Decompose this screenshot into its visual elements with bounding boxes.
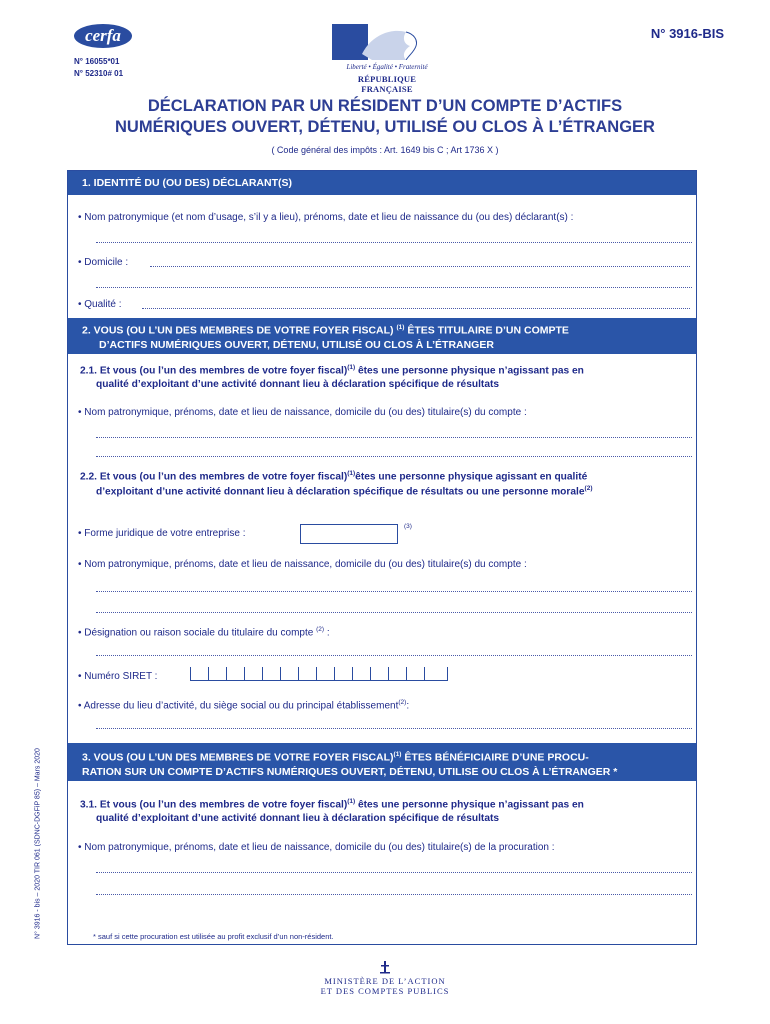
proxy-holder-name-label: • Nom patronymique, prénoms, date et lieu de naissance, domicile du (ou des) titulaire(s) de la procuration : [78, 842, 555, 853]
declarant-name-field[interactable] [96, 242, 692, 243]
declarant-name-label: • Nom patronymique (et nom d’usage, s’il y a lieu), prénoms, date et lieu de naissance du (ou des) déclarant(s) : [78, 212, 574, 223]
legal-form-label: • Forme juridique de votre entreprise : [78, 528, 246, 539]
footnote: * sauf si cette procuration est utilisée au profit exclusif d’un non-résident. [93, 932, 334, 941]
section-1-heading [68, 171, 696, 195]
designation-text: • Désignation ou raison sociale du titulaire du compte [78, 627, 314, 639]
subsection-2-2-line-2-sup: (2) [584, 485, 593, 492]
subsection-2-2-line-2-text: d’exploitant d’une activité donnant lieu à déclaration spécifique de résultats ou une personne morale [96, 486, 585, 498]
marianne-logo [332, 24, 442, 94]
subsection-2-1-title [80, 364, 584, 376]
legal-form-sup: (3) [404, 523, 412, 530]
domicile-field[interactable] [150, 266, 690, 267]
section-2-heading-b: ÊTES TITULAIRE D’UN COMPTE [404, 324, 569, 337]
section-3-heading [68, 743, 696, 781]
subsection-3-1-text-a: 3.1. Et vous (ou l’un des membres de votre foyer fiscal) [80, 799, 348, 811]
subsection-2-1-line-2: qualité d’exploitant d’une activité donnant lieu à déclaration spécifique de résultats [96, 379, 500, 390]
designation-sup: (2) [316, 626, 325, 633]
title-line-2: NUMÉRIQUES OUVERT, DÉTENU, UTILISÉ OU CLOS À L’ÉTRANGER [115, 118, 655, 136]
subsection-3-1-title [80, 798, 584, 810]
section-2-heading-sup: (1) [396, 324, 405, 331]
designation-end: : [324, 627, 330, 639]
subsection-3-1-line-2: qualité d’exploitant d’une activité donnant lieu à déclaration spécifique de résultats [96, 813, 500, 824]
proxy-holder-name-field[interactable] [96, 872, 692, 873]
subsection-3-1-sup: (1) [347, 798, 356, 805]
republic-motto: Liberté • Égalité • Fraternité [346, 63, 428, 71]
form-number: N° 3916-BIS [650, 26, 724, 41]
section-2-heading-a: 2. VOUS (OU L’UN DES MEMBRES DE VOTRE FOYER FISCAL) [82, 324, 394, 337]
subsection-2-1-text-a: 2.1. Et vous (ou l’un des membres de votre foyer fiscal) [80, 365, 348, 377]
cerfa-logo: cerfa [74, 24, 132, 48]
designation-label [78, 626, 330, 638]
subsection-2-1-sup: (1) [347, 364, 356, 371]
legal-form-input[interactable] [300, 524, 398, 544]
proxy-holder-name-field-line-2[interactable] [96, 894, 692, 895]
holder-name-label: • Nom patronymique, prénoms, date et lieu de naissance, domicile du (ou des) titulaire(s) du compte : [78, 407, 527, 418]
qualite-label: • Qualité : [78, 299, 122, 310]
subsection-2-2-text-b: êtes une personne physique agissant en qualité [355, 471, 588, 483]
form-reference-1: N° 16055*01 [74, 57, 120, 66]
title-line-1: DÉCLARATION PAR UN RÉSIDENT D’UN COMPTE D’ACTIFS [147, 97, 623, 115]
entity-holder-name-field[interactable] [96, 591, 692, 592]
section-1-heading-text: 1. IDENTITÉ DU (OU DES) DÉCLARANT(S) [82, 177, 292, 189]
holder-name-field-line-2[interactable] [96, 456, 692, 457]
subsection-2-2-line-2 [96, 485, 593, 497]
section-3-heading-line-2: RATION SUR UN COMPTE D’ACTIFS NUMÉRIQUES OUVERT, DÉTENU, UTILISE OU CLOS À L’ÉTRANGER * [82, 765, 618, 778]
address-label [78, 699, 409, 711]
page-title [60, 96, 710, 138]
legal-reference: ( Code général des impôts : Art. 1649 bis C ; Art 1736 X ) [271, 145, 499, 155]
designation-field[interactable] [96, 655, 692, 656]
subsection-2-2-title [80, 470, 587, 482]
holder-name-field[interactable] [96, 437, 692, 438]
ministry-emblem-icon [378, 960, 392, 974]
form-reference-2: N° 52310# 01 [74, 69, 124, 78]
siret-label: • Numéro SIRET : [78, 671, 158, 682]
address-end: : [406, 700, 410, 712]
section-3-heading-b: ÊTES BÉNÉFICIAIRE D’UNE PROCU- [401, 751, 589, 764]
ministry-line-2: ET DES COMPTES PUBLICS [320, 986, 450, 996]
republic-name: RÉPUBLIQUE FRANÇAISE [357, 74, 417, 94]
address-sup: (2) [398, 699, 407, 706]
subsection-2-2-sup: (1) [347, 470, 356, 477]
ministry-line-1: MINISTÈRE DE L’ACTION [324, 976, 446, 986]
entity-holder-name-label: • Nom patronymique, prénoms, date et lieu de naissance, domicile du (ou des) titulaire(s) du compte : [78, 559, 527, 570]
subsection-2-1-text-b: êtes une personne physique n’agissant pas en [355, 365, 584, 377]
marianne-flag-icon [332, 24, 442, 60]
section-3-heading-a: 3. VOUS (OU L’UN DES MEMBRES DE VOTRE FOYER FISCAL) [82, 751, 394, 764]
domicile-field-line-2[interactable] [96, 287, 692, 288]
section-3-heading-sup: (1) [393, 751, 402, 758]
section-2-heading-line-2: D’ACTIFS NUMÉRIQUES OUVERT, DÉTENU, UTILISÉ OU CLOS À L’ÉTRANGER [99, 338, 494, 351]
qualite-field[interactable] [142, 308, 690, 309]
section-2-heading [68, 318, 696, 354]
domicile-label: • Domicile : [78, 257, 129, 268]
address-field[interactable] [96, 728, 692, 729]
side-reference: N° 3916 - bis – 2020 TIR 061 (SDNC-DGFiP 85) – Mars 2020 [34, 748, 42, 939]
address-text: • Adresse du lieu d’activité, du siège social ou du principal établissement [78, 700, 399, 712]
subsection-3-1-text-b: êtes une personne physique n’agissant pas en [355, 799, 584, 811]
subsection-2-2-text-a: 2.2. Et vous (ou l’un des membres de votre foyer fiscal) [80, 471, 348, 483]
entity-holder-name-field-line-2[interactable] [96, 612, 692, 613]
ministry-logo [270, 960, 500, 996]
